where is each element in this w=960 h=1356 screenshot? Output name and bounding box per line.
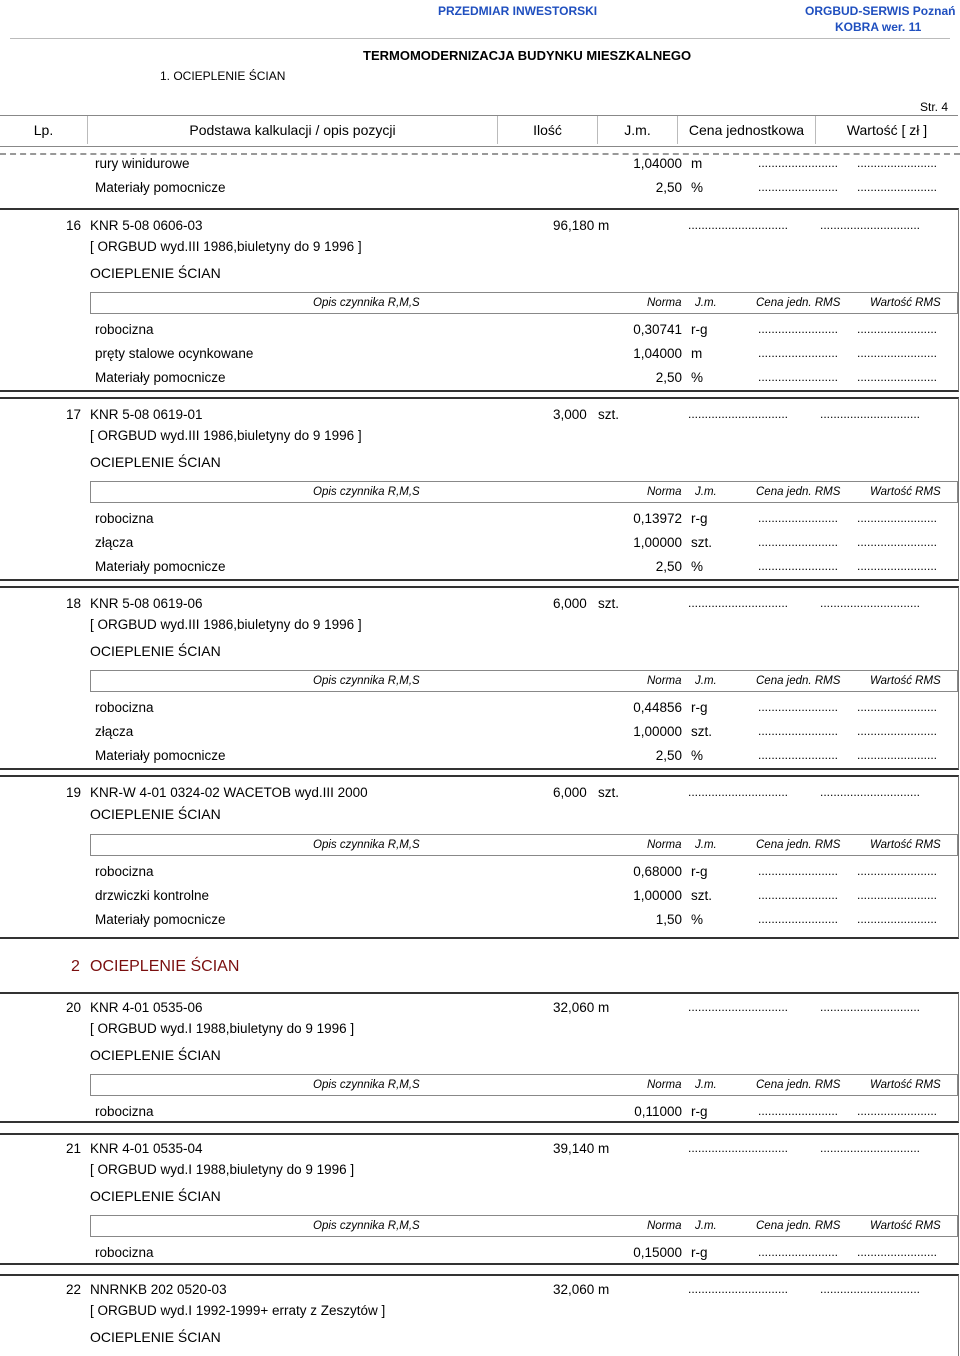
resource-header-price: Cena jedn. RMS bbox=[756, 486, 841, 498]
item-number: 20 bbox=[66, 1000, 82, 1015]
project-title: TERMOMODERNIZACJA BUDYNKU MIESZKALNEGO bbox=[363, 48, 692, 63]
resource-header-norm: Norma bbox=[647, 1220, 682, 1232]
resource-header-row bbox=[90, 292, 958, 314]
item-price-dots: .............................. bbox=[688, 596, 789, 610]
chapter-title: 1. OCIEPLENIE ŚCIAN bbox=[160, 69, 286, 83]
resource-header-norm: Norma bbox=[647, 297, 682, 309]
item-quantity: 6,000 bbox=[553, 785, 587, 800]
resource-norm: 0,15000 bbox=[633, 1245, 682, 1260]
item-number: 17 bbox=[66, 407, 82, 422]
item-reference: [ ORGBUD wyd.III 1986,biuletyny do 9 1996 ] bbox=[90, 617, 362, 632]
item-reference: [ ORGBUD wyd.III 1986,biuletyny do 9 1996 ] bbox=[90, 239, 362, 254]
resource-value-dots: ........................ bbox=[857, 346, 938, 360]
carry-value-dots: ........................ bbox=[857, 156, 938, 170]
resource-norm: 0,30741 bbox=[633, 322, 682, 337]
resource-name: robocizna bbox=[95, 1245, 154, 1260]
item-value-dots: .............................. bbox=[820, 1141, 921, 1155]
resource-header-desc: Opis czynnika R,M,S bbox=[313, 297, 420, 309]
resource-value-dots: ........................ bbox=[857, 748, 938, 762]
resource-value-dots: ........................ bbox=[857, 1104, 938, 1118]
page-number: Str. 4 bbox=[920, 100, 949, 114]
resource-price-dots: ........................ bbox=[758, 748, 839, 762]
item-code: KNR 5-08 0619-06 bbox=[90, 596, 203, 611]
resource-price-dots: ........................ bbox=[758, 888, 839, 902]
resource-price-dots: ........................ bbox=[758, 1104, 839, 1118]
resource-header-row bbox=[90, 1074, 958, 1096]
carry-resource-name: rury winidurowe bbox=[95, 156, 190, 171]
resource-value-dots: ........................ bbox=[857, 535, 938, 549]
software-version: KOBRA wer. 11 bbox=[835, 20, 922, 34]
resource-value-dots: ........................ bbox=[857, 559, 938, 573]
resource-unit: szt. bbox=[691, 888, 713, 903]
resource-header-value: Wartość RMS bbox=[870, 297, 941, 309]
resource-value-dots: ........................ bbox=[857, 700, 938, 714]
resource-value-dots: ........................ bbox=[857, 1245, 938, 1259]
item-value-dots: .............................. bbox=[820, 785, 921, 799]
resource-header-norm: Norma bbox=[647, 839, 682, 851]
resource-name: robocizna bbox=[95, 322, 154, 337]
resource-norm: 0,44856 bbox=[633, 700, 682, 715]
resource-price-dots: ........................ bbox=[758, 559, 839, 573]
company-name: ORGBUD-SERWIS Poznań bbox=[805, 4, 956, 18]
resource-unit: % bbox=[691, 748, 704, 763]
resource-unit: r-g bbox=[691, 322, 708, 337]
resource-header-unit: J.m. bbox=[695, 839, 717, 851]
resource-header-norm: Norma bbox=[647, 1079, 682, 1091]
item-description: OCIEPLENIE ŚCIAN bbox=[90, 265, 221, 281]
resource-value-dots: ........................ bbox=[857, 864, 938, 878]
resource-value-dots: ........................ bbox=[857, 370, 938, 384]
section-title: OCIEPLENIE ŚCIAN bbox=[90, 958, 240, 975]
col-unit: J.m. bbox=[598, 116, 678, 144]
col-price: Cena jednostkowa bbox=[678, 116, 816, 144]
resource-header-price: Cena jedn. RMS bbox=[756, 1220, 841, 1232]
resource-value-dots: ........................ bbox=[857, 322, 938, 336]
resource-norm: 1,00000 bbox=[633, 724, 682, 739]
resource-value-dots: ........................ bbox=[857, 888, 938, 902]
resource-value-dots: ........................ bbox=[857, 511, 938, 525]
resource-header-norm: Norma bbox=[647, 675, 682, 687]
item-unit: m bbox=[598, 1282, 610, 1297]
resource-header-value: Wartość RMS bbox=[870, 486, 941, 498]
item-quantity: 96,180 bbox=[553, 218, 595, 233]
resource-header-unit: J.m. bbox=[695, 1079, 717, 1091]
resource-name: Materiały pomocnicze bbox=[95, 912, 226, 927]
resource-unit: r-g bbox=[691, 511, 708, 526]
item-description: OCIEPLENIE ŚCIAN bbox=[90, 1329, 221, 1345]
resource-price-dots: ........................ bbox=[758, 724, 839, 738]
resource-header-value: Wartość RMS bbox=[870, 1220, 941, 1232]
resource-norm: 1,00000 bbox=[633, 888, 682, 903]
item-value-dots: .............................. bbox=[820, 218, 921, 232]
col-qty: Ilość bbox=[498, 116, 598, 144]
item-price-dots: .............................. bbox=[688, 1000, 789, 1014]
item-quantity: 39,140 bbox=[553, 1141, 595, 1156]
resource-norm: 0,11000 bbox=[634, 1104, 682, 1119]
item-number: 19 bbox=[66, 785, 82, 800]
resource-header-row bbox=[90, 1215, 958, 1237]
item-description: OCIEPLENIE ŚCIAN bbox=[90, 1047, 221, 1063]
item-reference: [ ORGBUD wyd.I 1992-1999+ erraty z Zeszytów ] bbox=[90, 1303, 386, 1318]
resource-value-dots: ........................ bbox=[857, 912, 938, 926]
resource-norm: 2,50 bbox=[655, 370, 682, 385]
resource-header-norm: Norma bbox=[647, 486, 682, 498]
item-number: 16 bbox=[66, 218, 82, 233]
resource-value-dots: ........................ bbox=[857, 724, 938, 738]
resource-norm: 2,50 bbox=[655, 748, 682, 763]
resource-name: złącza bbox=[95, 724, 134, 739]
item-reference: [ ORGBUD wyd.I 1988,biuletyny do 9 1996 ] bbox=[90, 1021, 355, 1036]
carry-resource-norm: 1,04000 bbox=[633, 156, 682, 171]
resource-unit: r-g bbox=[691, 1104, 708, 1119]
item-description: OCIEPLENIE ŚCIAN bbox=[90, 1188, 221, 1204]
resource-norm: 1,50 bbox=[655, 912, 682, 927]
resource-name: robocizna bbox=[95, 1104, 154, 1119]
resource-header-price: Cena jedn. RMS bbox=[756, 297, 841, 309]
item-quantity: 3,000 bbox=[553, 407, 587, 422]
doc-type-label: PRZEDMIAR INWESTORSKI bbox=[438, 4, 598, 18]
item-quantity: 6,000 bbox=[553, 596, 587, 611]
resource-unit: r-g bbox=[691, 864, 708, 879]
resource-header-unit: J.m. bbox=[695, 486, 717, 498]
col-lp: Lp. bbox=[0, 116, 88, 144]
item-price-dots: .............................. bbox=[688, 407, 789, 421]
resource-price-dots: ........................ bbox=[758, 370, 839, 384]
resource-norm: 2,50 bbox=[655, 559, 682, 574]
item-number: 21 bbox=[66, 1141, 82, 1156]
resource-header-desc: Opis czynnika R,M,S bbox=[313, 486, 420, 498]
resource-norm: 1,04000 bbox=[633, 346, 682, 361]
resource-price-dots: ........................ bbox=[758, 700, 839, 714]
item-number: 18 bbox=[66, 596, 82, 611]
item-description: OCIEPLENIE ŚCIAN bbox=[90, 643, 221, 659]
resource-header-price: Cena jedn. RMS bbox=[756, 839, 841, 851]
resource-unit: % bbox=[691, 370, 704, 385]
resource-price-dots: ........................ bbox=[758, 346, 839, 360]
item-price-dots: .............................. bbox=[688, 1282, 789, 1296]
resource-header-desc: Opis czynnika R,M,S bbox=[313, 1079, 420, 1091]
item-reference: [ ORGBUD wyd.III 1986,biuletyny do 9 1996 ] bbox=[90, 428, 362, 443]
item-reference: [ ORGBUD wyd.I 1988,biuletyny do 9 1996 ] bbox=[90, 1162, 355, 1177]
resource-name: pręty stalowe ocynkowane bbox=[95, 346, 254, 361]
item-quantity: 32,060 bbox=[553, 1282, 595, 1297]
resource-header-desc: Opis czynnika R,M,S bbox=[313, 675, 420, 687]
resource-name: Materiały pomocnicze bbox=[95, 748, 226, 763]
item-price-dots: .............................. bbox=[688, 1141, 789, 1155]
resource-norm: 0,68000 bbox=[633, 864, 682, 879]
carry-resource-unit: m bbox=[691, 156, 703, 171]
item-description: OCIEPLENIE ŚCIAN bbox=[90, 806, 221, 822]
item-quantity: 32,060 bbox=[553, 1000, 595, 1015]
resource-header-row bbox=[90, 670, 958, 692]
resource-header-desc: Opis czynnika R,M,S bbox=[313, 839, 420, 851]
item-value-dots: .............................. bbox=[820, 596, 921, 610]
item-price-dots: .............................. bbox=[688, 218, 789, 232]
resource-unit: r-g bbox=[691, 1245, 708, 1260]
section-number: 2 bbox=[71, 958, 80, 975]
item-unit: m bbox=[598, 1141, 610, 1156]
item-number: 22 bbox=[66, 1282, 82, 1297]
item-value-dots: .............................. bbox=[820, 1282, 921, 1296]
resource-header-value: Wartość RMS bbox=[870, 675, 941, 687]
carry-resource-unit: % bbox=[691, 180, 704, 195]
carry-value-dots: ........................ bbox=[857, 180, 938, 194]
item-unit: m bbox=[598, 1000, 610, 1015]
resource-name: drzwiczki kontrolne bbox=[95, 888, 210, 903]
resource-name: robocizna bbox=[95, 864, 154, 879]
item-value-dots: .............................. bbox=[820, 1000, 921, 1014]
item-unit: szt. bbox=[598, 785, 620, 800]
resource-header-value: Wartość RMS bbox=[870, 839, 941, 851]
item-description: OCIEPLENIE ŚCIAN bbox=[90, 454, 221, 470]
resource-price-dots: ........................ bbox=[758, 1245, 839, 1259]
item-code: KNR 4-01 0535-04 bbox=[90, 1141, 203, 1156]
resource-norm: 1,00000 bbox=[633, 535, 682, 550]
resource-header-price: Cena jedn. RMS bbox=[756, 675, 841, 687]
resource-header-price: Cena jedn. RMS bbox=[756, 1079, 841, 1091]
carry-resource-norm: 2,50 bbox=[655, 180, 682, 195]
resource-unit: szt. bbox=[691, 535, 713, 550]
carry-resource-name: Materiały pomocnicze bbox=[95, 180, 226, 195]
item-code: KNR 5-08 0619-01 bbox=[90, 407, 203, 422]
resource-unit: % bbox=[691, 559, 704, 574]
item-code: KNR 5-08 0606-03 bbox=[90, 218, 203, 233]
resource-price-dots: ........................ bbox=[758, 511, 839, 525]
resource-price-dots: ........................ bbox=[758, 535, 839, 549]
resource-header-unit: J.m. bbox=[695, 1220, 717, 1232]
col-value: Wartość [ zł ] bbox=[846, 122, 928, 138]
resource-name: robocizna bbox=[95, 700, 154, 715]
item-code: NNRNKB 202 0520-03 bbox=[90, 1282, 227, 1297]
col-basis: Podstawa kalkulacji / opis pozycji bbox=[88, 116, 498, 144]
item-unit: szt. bbox=[598, 407, 620, 422]
resource-header-desc: Opis czynnika R,M,S bbox=[313, 1220, 420, 1232]
resource-name: złącza bbox=[95, 535, 134, 550]
resource-unit: szt. bbox=[691, 724, 713, 739]
resource-header-row bbox=[90, 834, 958, 856]
resource-price-dots: ........................ bbox=[758, 912, 839, 926]
resource-header-unit: J.m. bbox=[695, 675, 717, 687]
resource-norm: 0,13972 bbox=[633, 511, 682, 526]
item-code: KNR 4-01 0535-06 bbox=[90, 1000, 203, 1015]
resource-price-dots: ........................ bbox=[758, 322, 839, 336]
carry-price-dots: ........................ bbox=[758, 180, 839, 194]
item-unit: szt. bbox=[598, 596, 620, 611]
item-price-dots: .............................. bbox=[688, 785, 789, 799]
resource-header-row bbox=[90, 481, 958, 503]
resource-name: Materiały pomocnicze bbox=[95, 559, 226, 574]
item-unit: m bbox=[598, 218, 610, 233]
resource-unit: r-g bbox=[691, 700, 708, 715]
resource-price-dots: ........................ bbox=[758, 864, 839, 878]
resource-header-value: Wartość RMS bbox=[870, 1079, 941, 1091]
item-code: KNR-W 4-01 0324-02 WACETOB wyd.III 2000 bbox=[90, 785, 368, 800]
resource-unit: % bbox=[691, 912, 704, 927]
resource-name: robocizna bbox=[95, 511, 154, 526]
carry-price-dots: ........................ bbox=[758, 156, 839, 170]
resource-name: Materiały pomocnicze bbox=[95, 370, 226, 385]
item-value-dots: .............................. bbox=[820, 407, 921, 421]
resource-header-unit: J.m. bbox=[695, 297, 717, 309]
resource-unit: m bbox=[691, 346, 703, 361]
